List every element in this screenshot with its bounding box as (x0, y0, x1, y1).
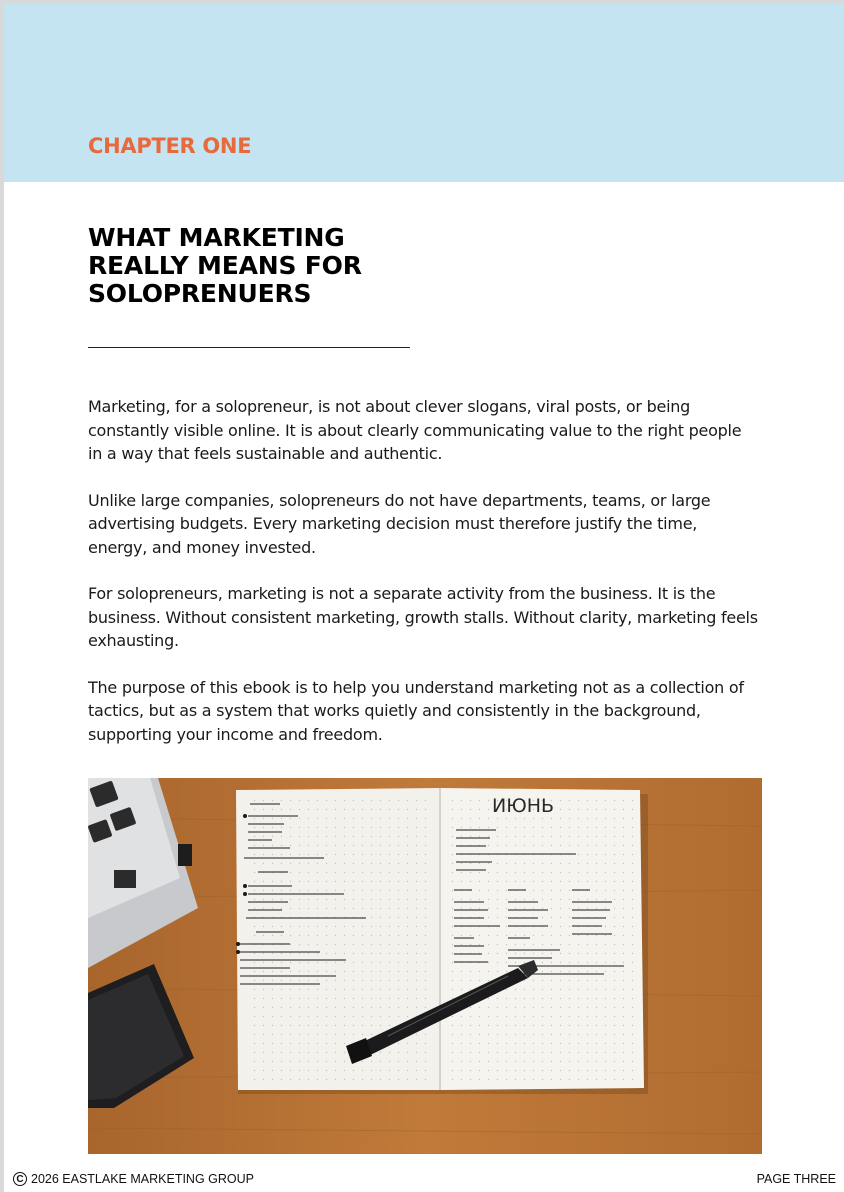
notebook-heading: ИЮНЬ (492, 795, 555, 817)
page-number: PAGE THREE (756, 1172, 836, 1186)
title-line: WHAT MARKETING (88, 223, 345, 252)
title-divider (88, 347, 410, 348)
copyright-icon: C (13, 1172, 27, 1186)
copyright-text: 2026 EASTLAKE MARKETING GROUP (31, 1172, 254, 1186)
body-text (88, 395, 760, 769)
notebook-photo (88, 778, 762, 1154)
paragraph: Marketing, for a solopreneur, is not about clever slogans, viral posts, or being constantly visible online. It is about clearly communicating value to the right people in a way that feels sustainable and authentic. (88, 397, 742, 463)
paragraph: For solopreneurs, marketing is not a separate activity from the business. It is the business. Without consistent marketing, growth stalls. Without clarity, marketing feels exhausting. (88, 584, 758, 650)
title-line: REALLY MEANS FOR (88, 251, 362, 280)
chapter-label: CHAPTER ONE (88, 134, 252, 158)
footer-copyright (13, 1172, 254, 1186)
page-title (88, 224, 428, 308)
paragraph: Unlike large companies, solopreneurs do not have departments, teams, or large advertising budgets. Every marketing decision must therefore justify the time, energy, and money invested. (88, 490, 711, 557)
title-line: SOLOPRENUERS (88, 279, 312, 308)
paragraph: The purpose of this ebook is to help you understand marketing not as a collection of tactics, but as a system that works quietly and consistently in the background, supporting your income and freedom. (88, 677, 744, 744)
